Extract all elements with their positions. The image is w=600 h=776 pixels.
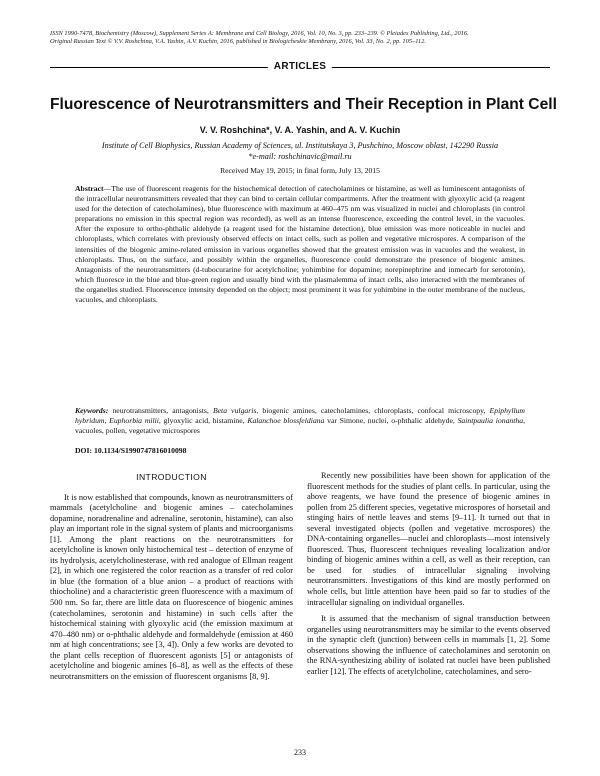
abstract-label: Abstract bbox=[75, 184, 104, 193]
author-list: V. V. Roshchina*, V. A. Yashin, and A. V. Kuchin bbox=[199, 125, 401, 135]
keyword-species: Kalanchoe blossfeldiana bbox=[247, 416, 325, 426]
keyword-species: Beta vulgaris bbox=[212, 406, 257, 415]
body-paragraph: Recently new possibilities have been shown for application of the fluorescent methods for the studies of plant cells. In particular, using the above reagents, we have found the presence of biogenic amines in pollen from 25 different species, vegetative microspores of horsetail and stinging hairs of nettle leaves and stems [9–11]. It turned out that in several investigated objects (pollen and vegetative mcrospores) the DNA-containing organelles—nuclei and chloroplasts—most intensively fluoresced. Thus, fluorescent techniques revealing localization and/or binding of biogenic amines within a cell, as well as their reception, can be used for studies of intracellular signaling involving neurotransmitters. Investigations of this kind are mostly performed on whole cells, but little attention have been paid so far to studies of the intracellular signaling on individual organelles. bbox=[307, 471, 550, 607]
masthead-line-2: Original Russian Text © V.V. Roshchina, V.A. Yashin, A.V. Kuchin, 2016, published in Biologicheskie Membrany, 2016, Vol. 33, No. 2, pp. 105–112. bbox=[50, 38, 426, 46]
keywords bbox=[75, 406, 525, 436]
masthead-line-1: ISSN 1990-7478, Biochemistry (Moscow), Supplement Series A: Membrane and Cell Biology, 2016, Vol. 10, No. 3, pp. 233–239. © Pleiades Publishing, Ltd., 2016. bbox=[50, 30, 469, 37]
keywords-text: neurotransmitters, antagonists, bbox=[108, 406, 213, 415]
article-title: Fluorescence of Neurotransmitters and Their Reception in Plant Cell bbox=[50, 96, 557, 113]
left-column bbox=[50, 468, 293, 682]
keywords-text: , glyoxylic acid, histamine, bbox=[158, 416, 248, 426]
doi[interactable]: DOI: 10.1134/S1990747816010098 bbox=[75, 446, 187, 455]
abstract-text: —The use of fluorescent reagents for the histochemical detection of catecholamines or histamine, as well as luminescent antagonists of the intracellular neurotransmitters revealed that they can bind to certain cellular compartments. After the treatment with glyoxylic acid (a reagent used for the detection of catecholamines), blue fluorescence with maximum at 460–475 nm was visualized in nuclei and chloroplasts (in control preparations no emission in this spectral region was recorded), as well as an intense fluorescence, exceeding the control level, in the vacuoles. After the exposure to ortho-phthalic aldehyde (a reagent used for the histamine detection), blue emission was more noticeable in nuclei and chloroplasts, which correlates with previously observed effects on intact cells, such as pollen and vegetative microspores. A comparison of the intensities of the biogenic amine-related emission in various organelles showed that the greatest emission was in vacuoles and the weakest, in chloroplasts. Thus, on the surface, and possibly within the organelles, fluorescence could demonstrate the presence of biogenic amines. Antagonists of the neurotransmitters (d-tubocurarine for acetylcholine; yohimbine for dopamine; norepinephrine and inmecarb for serotonin), which fluoresce in the blue and blue-green region and usually bind with the plasmalemma of intact cells, also interacted with the membranes of the organelles studied. Fluorescence intensity depended on the object; most prominent it was for yohimbine in the outer membrane of the nucleus, vacuoles, and chloroplasts. bbox=[75, 184, 525, 305]
page-number: 233 bbox=[294, 748, 306, 757]
keywords-text: var Simone, nuclei, o-phthalic aldehyde, bbox=[324, 416, 458, 426]
section-header bbox=[50, 62, 550, 72]
abstract bbox=[75, 184, 525, 305]
affiliation: Institute of Cell Biophysics, Russian Academy of Sciences, ul. Institutskaya 3, Pushchino, Moscow oblast, 142290 Russia bbox=[101, 141, 499, 150]
keywords-text: , vacuoles, pollen, vegetative microspores bbox=[75, 416, 526, 436]
body-paragraph: It is now established that compounds, known as neurotransmitters of mammals (acetylcholine and biogenic amines – catecholamines dopamine, noradrenaline and adrenaline, serotonin, histamine), can also play an important role in the signal system of plants and microorganisms [1]. Among the plant reactions on the neurotransmitters for acetylcholine is known only histochemical test – detection of enzyme of its hydrolysis, acetylcholinesterase, with red analogue of Ellman reagent [2], in which one registered the color reaction as a transfer of red color in blue (the formation of a blue anion – a product of reactions with thiocholine) and a characteristic green fluorescence with a maximum of 500 nm. So far, there are little data on fluorescence of biogenic amines (catecholamines, serotonin and histamine) in such cells after the histochemical staining with glyoxylic acid (the emission maximum at 470–480 nm) or o-phthalic aldehyde and formaldehyde (emission at 460 nm at high concentrations; see [3, 4]). Only a few works are devoted to the plant cells reception of fluorescent agonists [5] or antagonists of acetylcholine and biogenic amines [6–8], as well as the effects of these neurotransmitters on the emission of fluorescent organisms [8, 9]. bbox=[50, 492, 293, 681]
received-dates: Received May 19, 2015; in final form, July 13, 2015 bbox=[220, 166, 380, 175]
keywords-label: Keywords: bbox=[75, 406, 109, 415]
right-column bbox=[307, 471, 550, 677]
keyword-species: Saintpaulia ionantha bbox=[457, 416, 524, 426]
keyword-species: Euphorbia milii bbox=[109, 416, 159, 426]
author-email: *e-mail: roshchinavic@mail.ru bbox=[248, 151, 352, 161]
section-label: ARTICLES bbox=[268, 61, 332, 72]
affiliation-block bbox=[50, 141, 550, 162]
journal-masthead bbox=[50, 30, 550, 47]
body-paragraph: It is assumed that the mechanism of signal transduction between organelles using neurotransmitters may be similar to the events observed in the synaptic cleft (junction) between cells in mammals [1, 2]. Some observations showing the influence of catecholamines and serotonin on the RNA-synthesizing ability of isolated rat nuclei have been published earlier [12]. The effects of acetylcholine, catecholamines, and sero- bbox=[307, 614, 550, 676]
keywords-text: , biogenic amines, catecholamines, chloroplasts, confocal microscopy, bbox=[256, 406, 490, 415]
introduction-heading: INTRODUCTION bbox=[136, 472, 207, 482]
keywords-text: , bbox=[104, 416, 110, 426]
keyword-species: Epiphyllum hybridum bbox=[75, 406, 525, 426]
